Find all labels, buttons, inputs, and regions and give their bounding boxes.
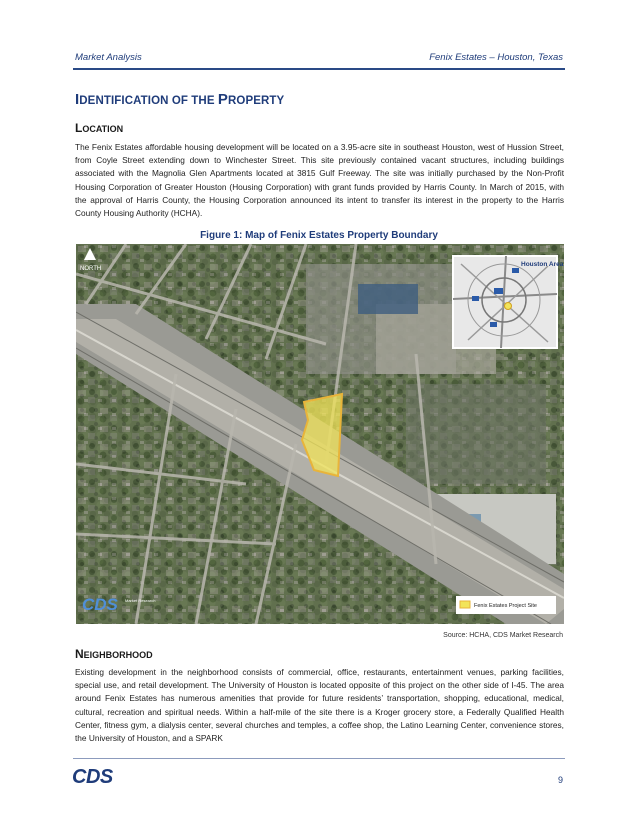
aerial-map [76,244,564,624]
inset-locator-map [453,256,564,348]
figure-title: Figure 1: Map of Fenix Estates Property Boundary [200,230,438,241]
neighborhood-heading: NEIGHBORHOOD [75,647,153,661]
svg-text:Houston Area: Houston Area [521,261,564,268]
location-paragraph: The Fenix Estates affordable housing development will be located on a 3.95-acre site in southeast Houston, west of Hussion Street, from Coyle Street extending down to Winchester Street. This site previously contained vacant structures, including buildings associated with the Magnolia Glen Apartments located at 3815 Gulf Freeway. The site was initially purchased by the Non-Profit Housing Corporation of Greater Houston (Housing Corporation) with grant funds provided by Harris County. In March of 2015, with the approval of Harris County, the Housing Corporation announced its intent to transfer its interest in the property to the Harris County Housing Authority (HCHA). [75,142,564,219]
svg-text:Market Research: Market Research [125,598,156,603]
location-heading: LOCATION [75,121,124,135]
header-rule [73,68,565,70]
svg-text:NORTH: NORTH [80,266,102,272]
header-left: Market Analysis [75,52,142,63]
neighborhood-paragraph: Existing development in the neighborhood consists of commercial, office, restaurants, entertainment venues, parking facilities, special use, and retail development. The University of Houston is located opposite of this project on the other side of I-45. The area around Fenix Estates has numerous amenities that provide for future residents’ transportation, shopping, educational, medical, cultural, recreation and spiritual needs. Within a half-mile of the site there is a Kroger grocery store, a Federally Qualified Health Center, fitness gym, a dialysis center, several churches and temples, a coffee shop, the Latino Learning Center, convenience stores, the University of Houston, and a SPARK [75,667,564,744]
footer-rule [73,758,565,759]
header-right: Fenix Estates – Houston, Texas [429,52,563,63]
svg-text:CDS: CDS [82,595,118,614]
section-title: IDENTIFICATION OF THE PROPERTY [75,91,285,108]
cds-footer-logo: CDS [72,766,113,788]
svg-text:Fenix Estates Project Site: Fenix Estates Project Site [474,603,537,609]
page-number: 9 [557,775,563,785]
map-legend [456,596,556,614]
figure-source: Source: HCHA, CDS Market Research [443,632,563,639]
